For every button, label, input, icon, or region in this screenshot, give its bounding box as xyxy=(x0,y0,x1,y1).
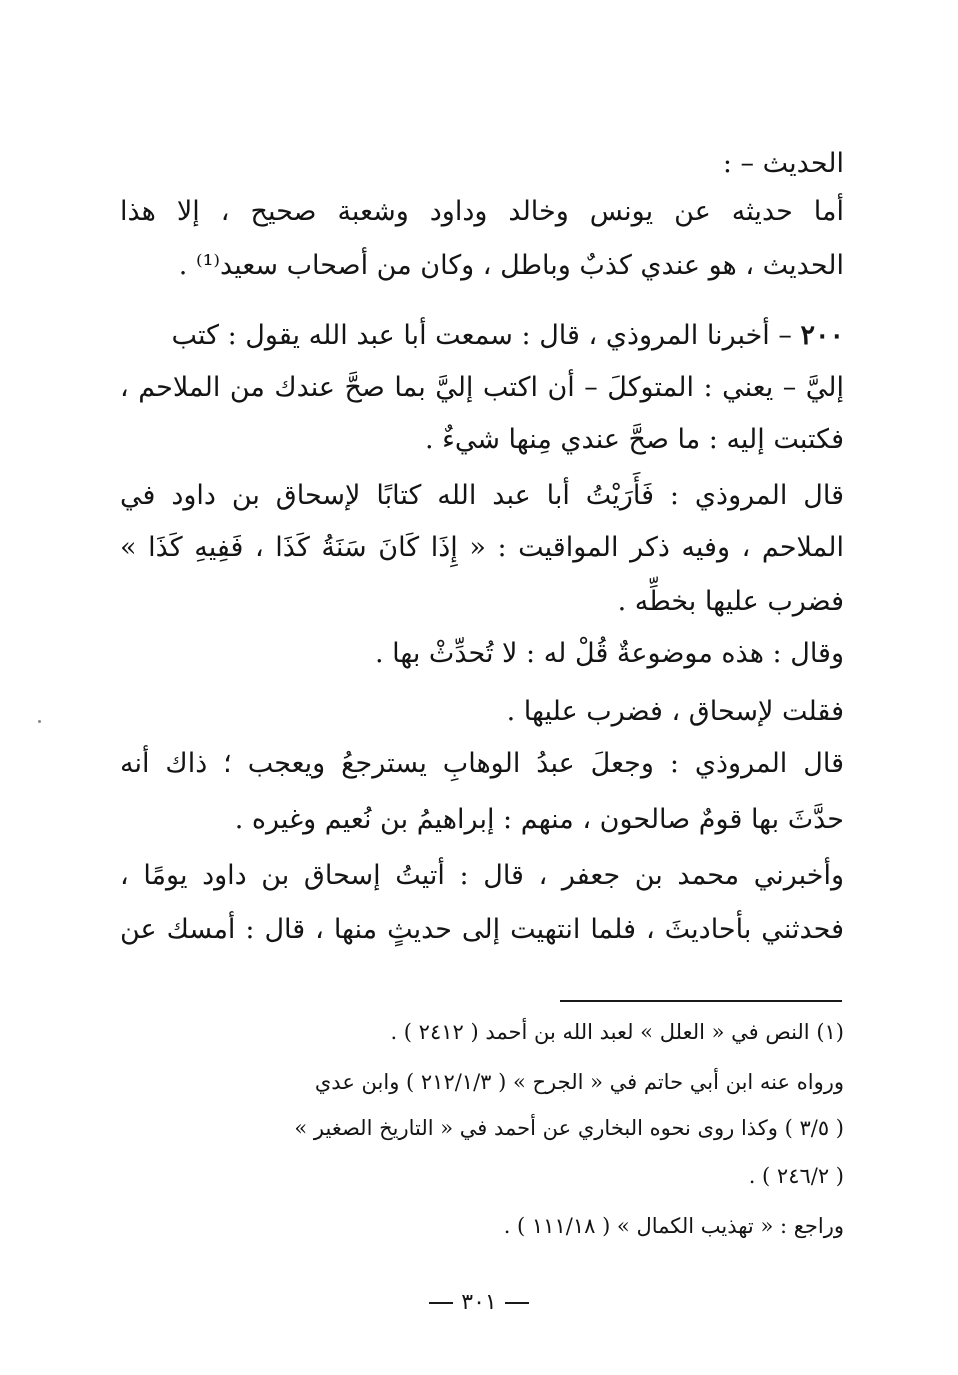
footnote-line: ورواه عنه ابن أبي حاتم في « الجرح » ( ٢١٢/١/٣ ) وابن عدي xyxy=(314,1070,844,1094)
hadith-number: ٢٠٠ xyxy=(800,320,844,351)
text-line: قال المروذي : فَأَرَيْتُ أبا عبد الله كتابًا لإسحاق بن داود في xyxy=(120,480,844,511)
scan-speck xyxy=(38,720,41,723)
text-line: حدَّثَ بها قومٌ صالحون ، منهم : إبراهيمُ بن نُعيم وغيره . xyxy=(234,804,844,835)
text-line: الحديث – : xyxy=(722,148,844,179)
footnote-line: ( ٢٤٦/٢ ) . xyxy=(748,1164,844,1188)
hadith-text: – أخبرنا المروذي ، قال : سمعت أبا عبد الله يقول : كتب xyxy=(171,320,801,351)
page-number xyxy=(0,1290,958,1315)
text-line: إليَّ – يعني : المتوكلَ – أن اكتب إليَّ بما صحَّ عندك من الملاحم ، xyxy=(120,372,844,403)
footnote-line: (١) النص في « العلل » لعبد الله بن أحمد ( ٢٤١٢ ) . xyxy=(390,1020,844,1044)
footnote-divider xyxy=(560,1000,842,1002)
page-number-text: ٣٠١ xyxy=(461,1290,497,1315)
dash-right xyxy=(429,1302,453,1304)
text-line: وقال : هذه موضوعةٌ قُلْ له : لا تُحدِّثْ بها . xyxy=(375,638,844,669)
text-line: فقلت لإسحاق ، فضرب عليها . xyxy=(506,696,844,727)
dash-left xyxy=(505,1302,529,1304)
text-line: الحديث ، هو عندي كذبٌ وباطل ، وكان من أصحاب سعيد⁽¹⁾ . xyxy=(178,250,844,281)
text-line: قال المروذي : وجعلَ عبدُ الوهابِ يسترجعُ ويعجب ؛ ذاك أنه xyxy=(120,748,844,779)
footnote-line: وراجع : « تهذيب الكمال » ( ١١١/١٨ ) . xyxy=(503,1214,844,1238)
text-line: الملاحم ، وفيه ذكر المواقيت : « إِذَا كَانَ سَنَةُ كَذَا ، فَفِيهِ كَذَا » xyxy=(120,532,844,563)
text-line: فضرب عليها بخطِّه . xyxy=(617,586,844,617)
footnote-line: ( ٣/٥ ) وكذا روى نحوه البخاري عن أحمد في « التاريخ الصغير » xyxy=(294,1116,844,1140)
text-line: فكتبت إليه : ما صحَّ عندي مِنها شيءٌ . xyxy=(424,424,844,455)
text-line: أما حديثه عن يونس وخالد وداود وشعبة صحيح ، إلا هذا xyxy=(120,196,844,227)
text-line: فحدثني بأحاديثَ ، فلما انتهيت إلى حديثٍ منها ، قال : أمسك عن xyxy=(120,914,844,945)
text-line: وأخبرني محمد بن جعفر ، قال : أتيتُ إسحاق بن داود يومًا ، xyxy=(120,860,844,891)
text-line xyxy=(172,316,845,356)
